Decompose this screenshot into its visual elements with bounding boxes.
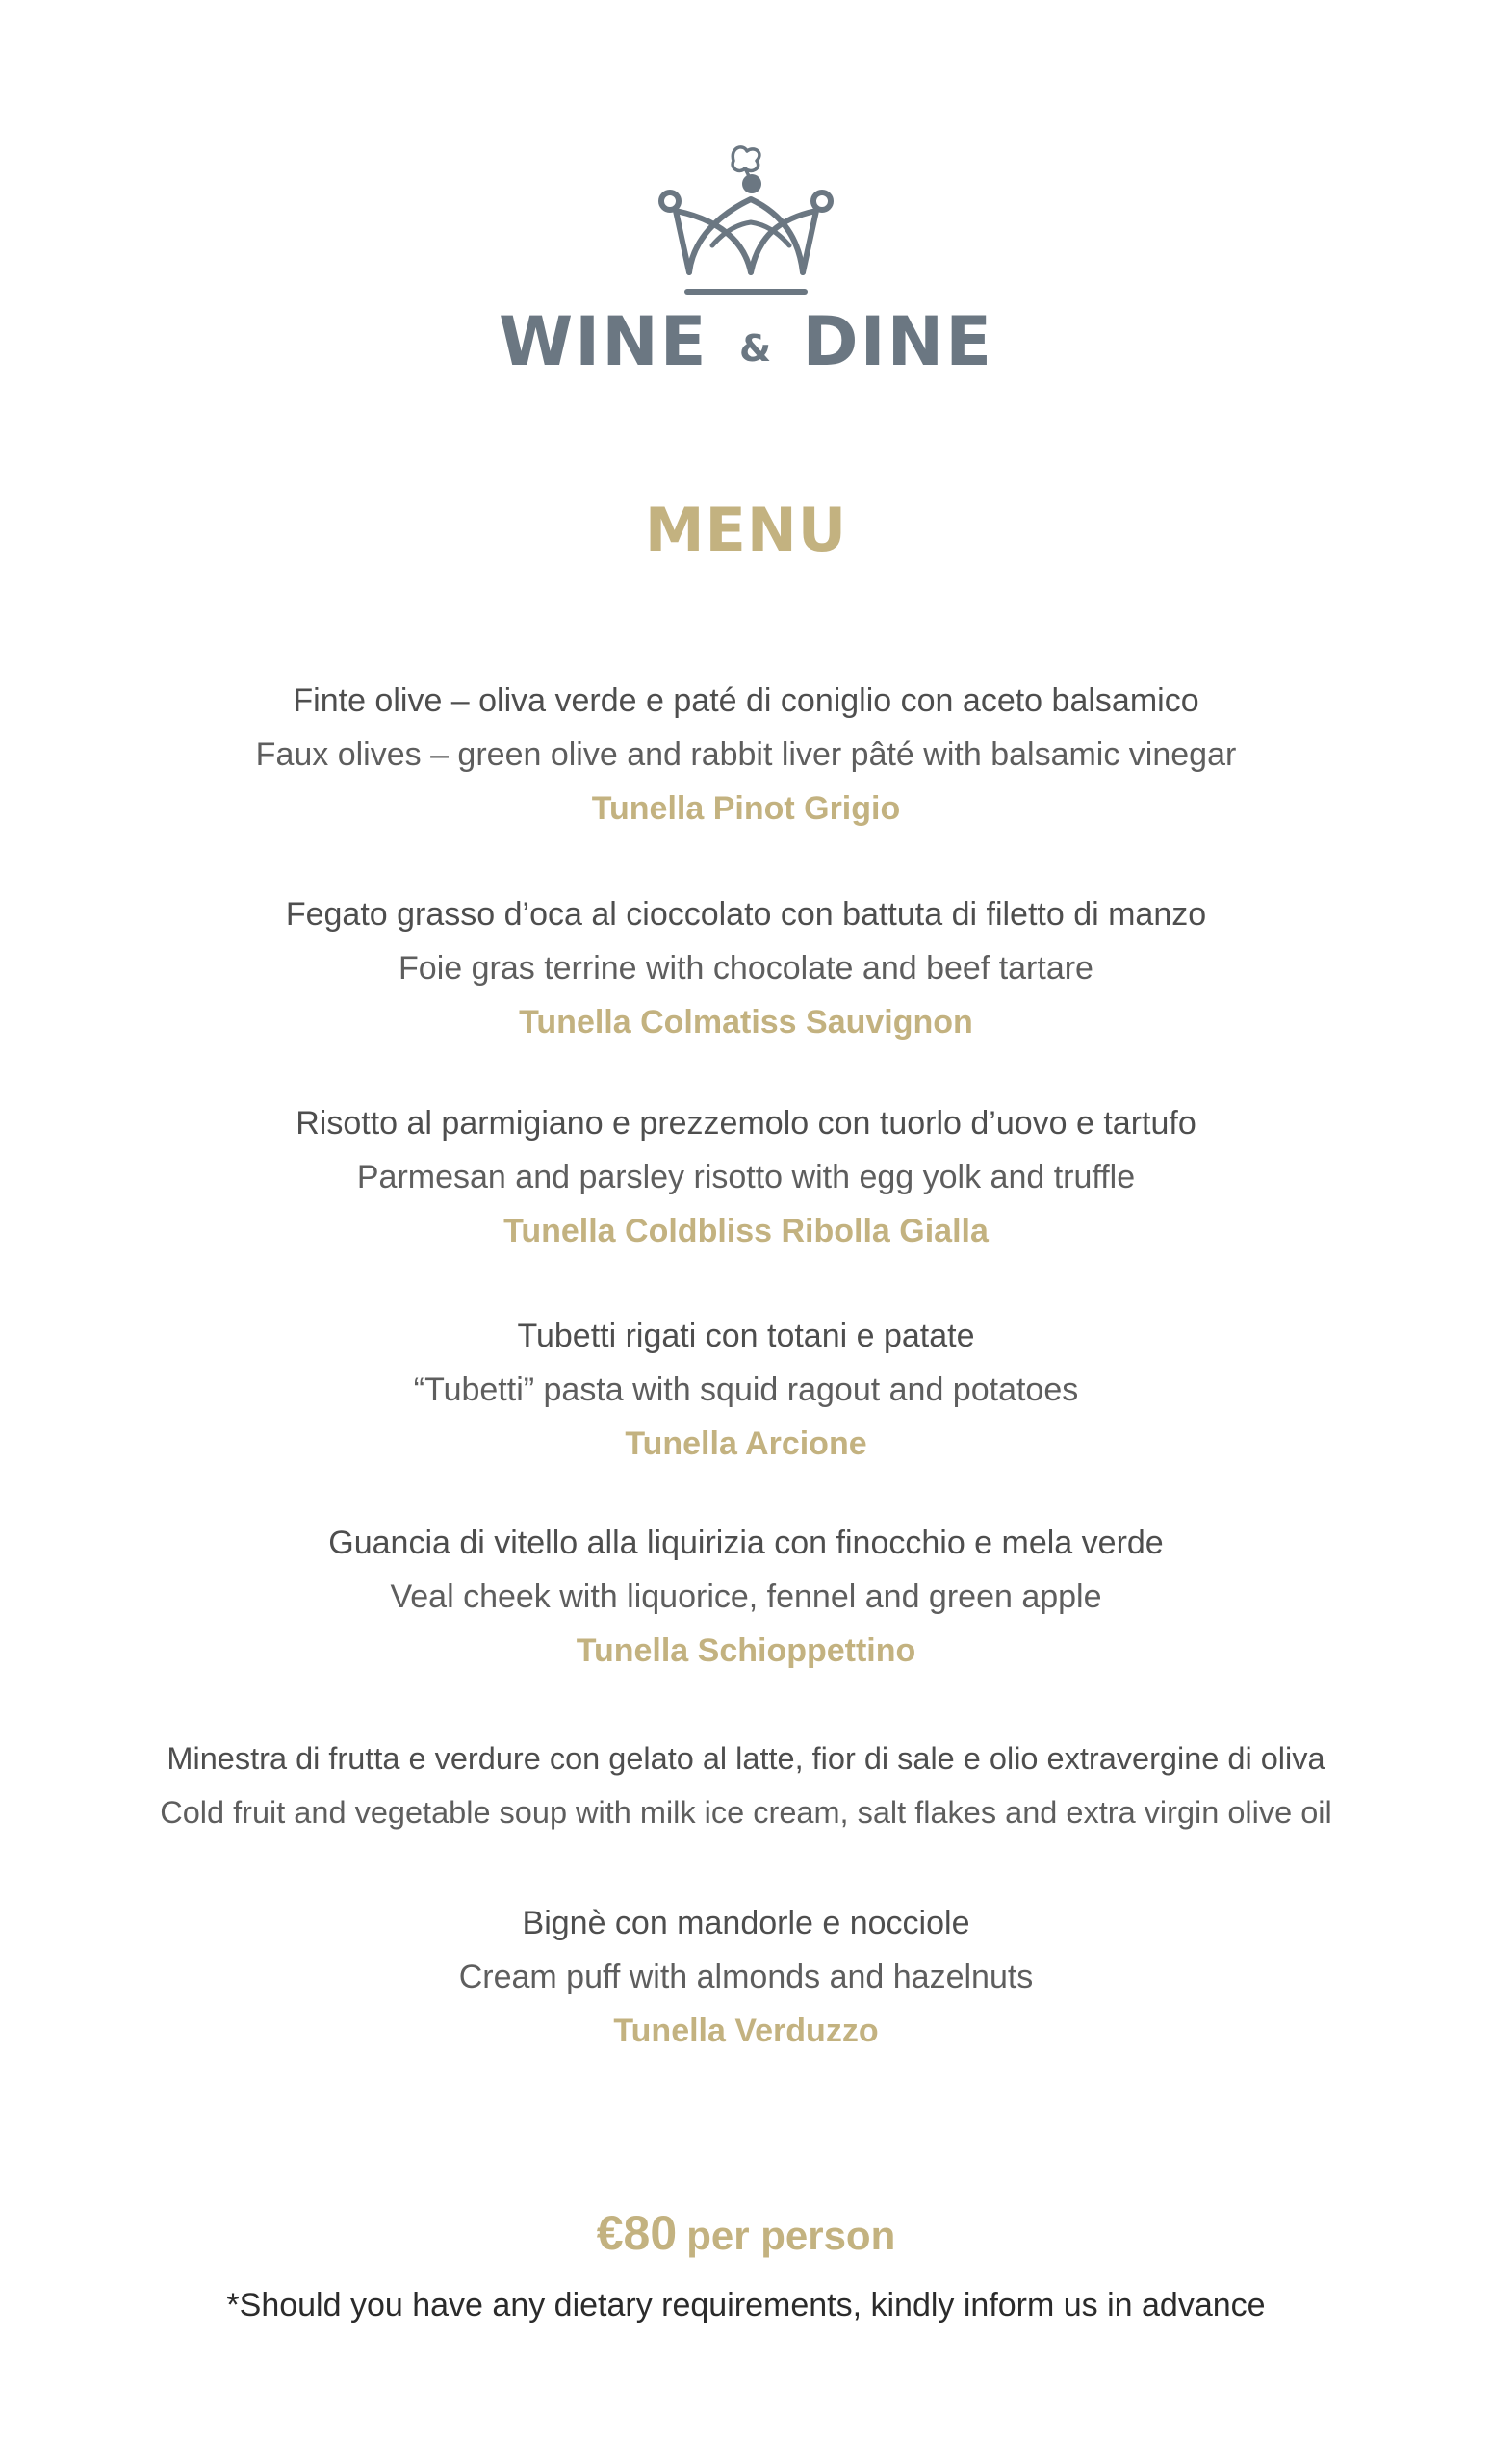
brand-logo xyxy=(0,140,1492,303)
course-wine-pairing: Tunella Pinot Grigio xyxy=(591,790,901,827)
course-english-name: Cream puff with almonds and hazelnuts xyxy=(458,1959,1034,1995)
course-wine-pairing: Tunella Arcione xyxy=(625,1425,867,1462)
brand-name-part2: DINE xyxy=(802,302,994,381)
course-italian-name: Tubetti rigati con totani e patate xyxy=(517,1318,975,1354)
course-3 xyxy=(0,1096,1492,1258)
dietary-note: *Should you have any dietary requirements, kindly inform us in advance xyxy=(226,2287,1266,2323)
course-2 xyxy=(0,887,1492,1049)
course-english-name: Foie gras terrine with chocolate and beef tartare xyxy=(399,950,1093,987)
course-italian-name: Risotto al parmigiano e prezzemolo con tuorlo d’uovo e tartufo xyxy=(296,1105,1196,1142)
course-english-name: Cold fruit and vegetable soup with milk ice cream, salt flakes and extra virgin olive oil xyxy=(160,1795,1332,1830)
course-italian-name: Guancia di vitello alla liquirizia con finocchio e mela verde xyxy=(328,1525,1164,1561)
crown-with-leaf-icon xyxy=(655,140,837,303)
price-unit: per person xyxy=(686,2213,896,2258)
course-italian-name: Minestra di frutta e verdure con gelato al latte, fior di sale e olio extravergine di oliva xyxy=(167,1741,1325,1776)
price xyxy=(0,2199,1492,2279)
price-amount: €80 xyxy=(596,2206,678,2260)
course-4 xyxy=(0,1309,1492,1471)
course-english-name: Veal cheek with liquorice, fennel and green apple xyxy=(390,1578,1102,1615)
course-wine-pairing: Tunella Verduzzo xyxy=(613,2013,879,2049)
course-5 xyxy=(0,1516,1492,1678)
course-english-name: Faux olives – green olive and rabbit liver pâté with balsamic vinegar xyxy=(255,736,1237,773)
brand-name-part1: WINE xyxy=(498,302,708,381)
course-italian-name: Finte olive – oliva verde e paté di coniglio con aceto balsamico xyxy=(293,682,1199,719)
course-italian-name: Bignè con mandorle e nocciole xyxy=(522,1905,970,1941)
course-7 xyxy=(0,1896,1492,2058)
course-english-name: “Tubetti” pasta with squid ragout and potatoes xyxy=(413,1372,1079,1408)
course-1 xyxy=(0,674,1492,835)
menu-title: MENU xyxy=(644,495,848,565)
course-wine-pairing: Tunella Schioppettino xyxy=(576,1632,916,1669)
course-6 xyxy=(0,1732,1492,1839)
course-english-name: Parmesan and parsley risotto with egg yolk and truffle xyxy=(356,1159,1136,1195)
brand-name xyxy=(0,302,1492,381)
course-italian-name: Fegato grasso d’oca al cioccolato con battuta di filetto di manzo xyxy=(285,896,1207,933)
course-wine-pairing: Tunella Coldbliss Ribolla Gialla xyxy=(503,1213,989,1249)
brand-ampersand: & xyxy=(738,327,772,370)
course-wine-pairing: Tunella Colmatiss Sauvignon xyxy=(519,1004,973,1040)
